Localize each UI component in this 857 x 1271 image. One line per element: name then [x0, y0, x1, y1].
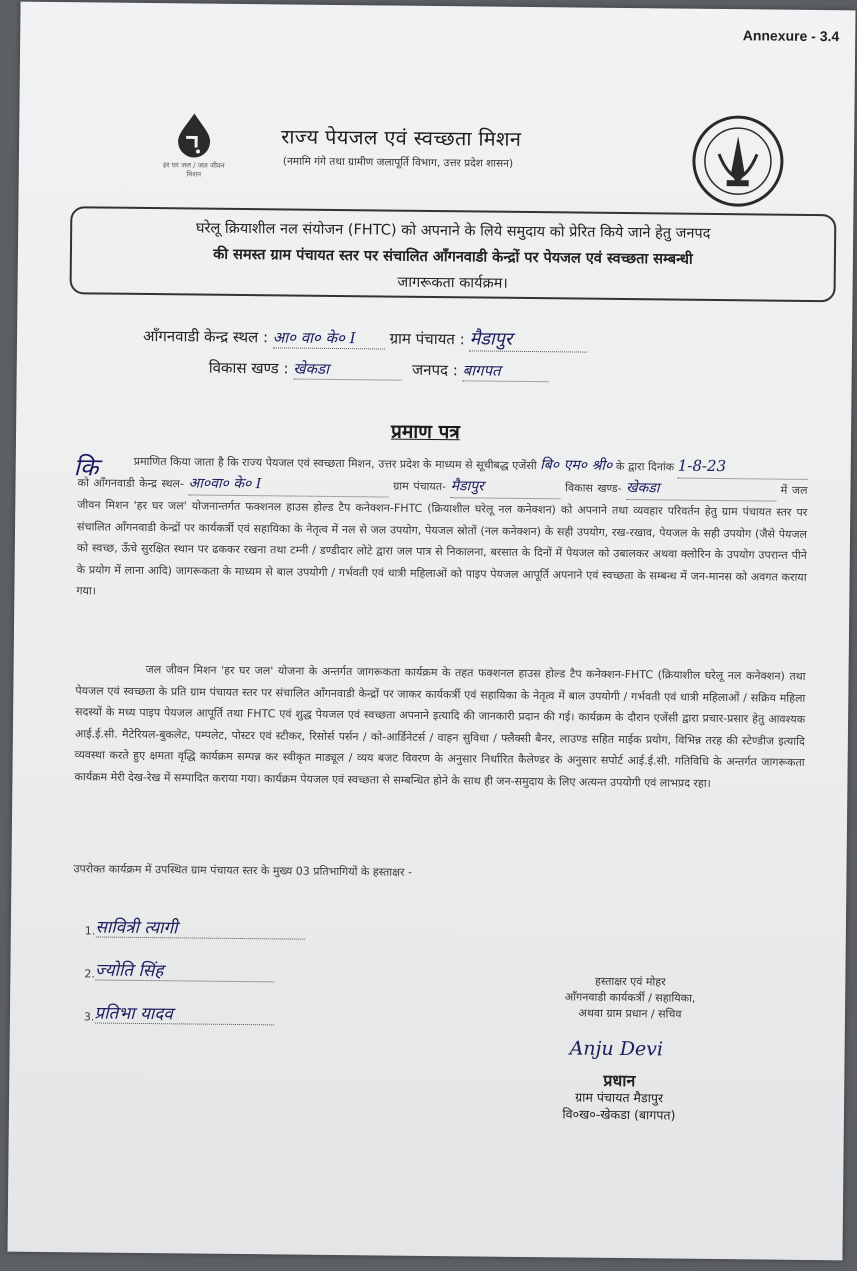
mission-subtitle: (नमामि गंगे तथा ग्रामीण जलापूर्ति विभाग, उत्तर प्रदेश शासन) — [282, 155, 514, 170]
centre-value: आ० वा० के० I — [273, 327, 385, 349]
participant-list — [84, 914, 305, 1025]
program-line-1: घरेलू क्रियाशील नल संयोजन (FHTC) को अपनाने के लिये समुदाय को प्रेरित किये जाने हेतु जनपद — [195, 220, 711, 242]
participant-signature: प्रतिभा यादव — [94, 1000, 274, 1025]
district-value: बागपत — [463, 360, 549, 382]
panchayat-label: ग्राम पंचायत : — [389, 329, 465, 349]
participant-row — [84, 957, 274, 982]
har-ghar-jal-logo — [159, 111, 230, 180]
p1-text-e: पंचायत- — [413, 479, 447, 493]
certificate-paragraph-2: जल जीवन मिशन 'हर घर जल' योजना के अन्तर्गत जागरूकता कार्यक्रम के तहत फक्शनल हाउस होल्ड टैप कनेक्शन-FHTC (क्रियाशील घरेलू नल कनेक्शन) तथा पेयजल एवं स्वच्छता के प्रति ग्राम पंचायत स्तर पर संचालित आँगनवाडी केन्द्रों पर जाकर कार्यकर्त्री एवं सहायिका के नेतृत्व में बाल उपयोगी / गर्भवती एवं धात्री महिलाओं / सक्रिय महिला सदस्यों के मध्य पाइप पेयजल आपूर्ति तथा FHTC एवं शुद्ध पेयजल एवं स्वच्छता अपनाने इत्यादि की जानकारी प्रदान की गई। कार्यक्रम के दौरान एजेंसी द्वारा प्रचार-प्रसार हेतु आवश्यक आई.ई.सी. मैटेरियल-बुकलेट, पम्पलेट, पोस्टर एवं स्टीकर, रिसोर्स पर्सन / को-आर्डिनेटर्स / वाहन सुविधा / फ्लैक्सी बैनर, लाउण्ड सहित माईक प्रयोग, विभिन्न तरह की स्टेण्डीज इत्यादि व्यवस्था करते हुए क्षमता वृद्धि कार्यक्रम सम्पन्न कर स्वीकृत माड्यूल / व्यय बजट विवरण के अनुसार निर्धारित कैलेण्डर के अनुसार सपोर्ट आई.ई.सी. गतिविधि के अन्तर्गत जागरूकता कार्यक्रम मेरी देख-रेख में सम्पादित कराया गया। कार्यक्रम पेयजल एवं स्वच्छता से सम्बन्धित होने के साथ ही जन-समुदाय के लिए अत्यन्त उपयोगी एवं लाभप्रद रहा। — [74, 663, 806, 790]
participant-number: 1. — [84, 924, 96, 938]
annexure-label: Annexure - 3.4 — [742, 27, 840, 45]
participants-intro: उपरोक्त कार्यक्रम में उपस्थित ग्राम पंचायत स्तर के मुख्य 03 प्रतिभागियों के हस्ताक्षर - — [73, 862, 413, 879]
up-government-seal — [690, 114, 785, 213]
block-label: विकास खण्ड : — [208, 358, 289, 378]
margin-note: कि — [73, 453, 99, 482]
certificate-heading: प्रमाण पत्र — [390, 420, 460, 444]
p1-text-f: विकास खण्ड- — [565, 480, 622, 495]
p1-text-b: के द्वारा दिनांक — [615, 459, 675, 474]
block-value: खेकडा — [293, 359, 401, 381]
block-field-row — [209, 358, 549, 383]
p1-text-a: प्रमाणित किया जाता है कि राज्य पेयजल एवं स्वच्छता मिशन, उत्तर प्रदेश के माध्यम से सूचीबद्ध एजेंसी — [133, 454, 537, 473]
water-drop-icon — [174, 111, 214, 157]
certificate-paragraph-1 — [73, 449, 808, 609]
program-title-box — [70, 206, 837, 302]
signatory-line-1: हस्ताक्षर एवं मोहर — [594, 974, 666, 989]
participant-signature: सावित्री त्यागी — [95, 914, 305, 939]
participant-signature: ज्योति सिंह — [95, 957, 275, 982]
stamp-panchayat: ग्राम पंचायत मैडापुर — [575, 1089, 664, 1106]
signatory-line-3: अथवा ग्राम प्रधान / सचिव — [578, 1006, 682, 1021]
stamp-block: वि०ख०-खेकडा (बागपत) — [562, 1106, 676, 1123]
pradhan-signature: Anju Devi — [569, 1037, 664, 1061]
p1-text-d: ग्राम — [393, 479, 409, 493]
centre-name: आ०वा० के० I — [188, 473, 388, 498]
p1-text-g: में जल जीवन मिशन 'हर घर जल' योजनान्तर्गत फक्शनल हाउस होल्ड टैप कनेक्शन-FHTC (क्रियाशील घरेलू नल कनेक्शन) को अपनाने तथा व्यवहार परिवर्तन हेतु ग्राम पंचायत स्तर पर संचालित आँगनवाडी केन्द्रों पर कार्यकर्त्री एवं सहायिका के नेतृत्व में नल से जल उपयोग, पेयजल स्रोतों (नल कनेक्शन) के सही उपयोग, रख-रखाव, पेयजल के सही उपयोग (जैसे पेयजल को स्वच्छ, ऊँचे सुरक्षित स्थान पर ढककर रखना तथा टम्नी / डण्डीदार लोटे द्वारा जल पात्र से निकालना, बरसात के दिनों में पेयजल को उबालकर अथवा क्लोरिन के उपयोग उपरान्त पीने के प्रयोग में लाना आदि) जागरूकता के माध्यम से बाल उपयोगी / गर्भवती एवं धात्री महिलाओं को पाइप पेयजल आपूर्ति अपनाने एवं स्वच्छता के सम्बन्ध में जन-मानस को अवगत कराया गया। — [76, 483, 808, 598]
certificate-sheet — [7, 2, 855, 1261]
participant-row — [85, 914, 305, 939]
p1-text-c: को आँगनवाडी केन्द्र स्थल- — [77, 475, 185, 490]
centre-label: आँगनवाडी केन्द्र स्थल : — [142, 326, 269, 347]
village-name: मैडापुर — [451, 476, 561, 500]
logo-tagline: हर घर जल / जल जीवन मिशन — [162, 161, 225, 179]
program-line-2: की समस्त ग्राम पंचायत स्तर पर संचालित आँगनवाडी केन्द्रों पर पेयजल एवं स्वच्छता सम्बन्धी — [213, 246, 693, 268]
program-line-3: जागरूकता कार्यक्रम। — [397, 274, 508, 292]
participant-row — [84, 1000, 274, 1025]
agency-name: बि० एम० श्री० — [540, 457, 613, 474]
participant-number: 2. — [84, 967, 95, 981]
district-label: जनपद : — [411, 360, 458, 380]
program-date: 1-8-23 — [678, 456, 808, 480]
mission-title: राज्य पेयजल एवं स्वच्छता मिशन — [281, 124, 522, 151]
panchayat-value: मैडापुर — [469, 326, 587, 352]
seal-emblem-icon — [690, 114, 785, 209]
pradhan-stamp — [529, 1071, 710, 1124]
block-name: खेकडा — [626, 478, 776, 502]
stamp-title: प्रधान — [603, 1070, 636, 1091]
signatory-line-2: आँगनवाडी कार्यकर्त्री / सहायिका, — [564, 990, 696, 1005]
participant-number: 3. — [83, 1010, 95, 1024]
centre-field-row — [143, 323, 588, 353]
signatory-block — [530, 973, 730, 1023]
